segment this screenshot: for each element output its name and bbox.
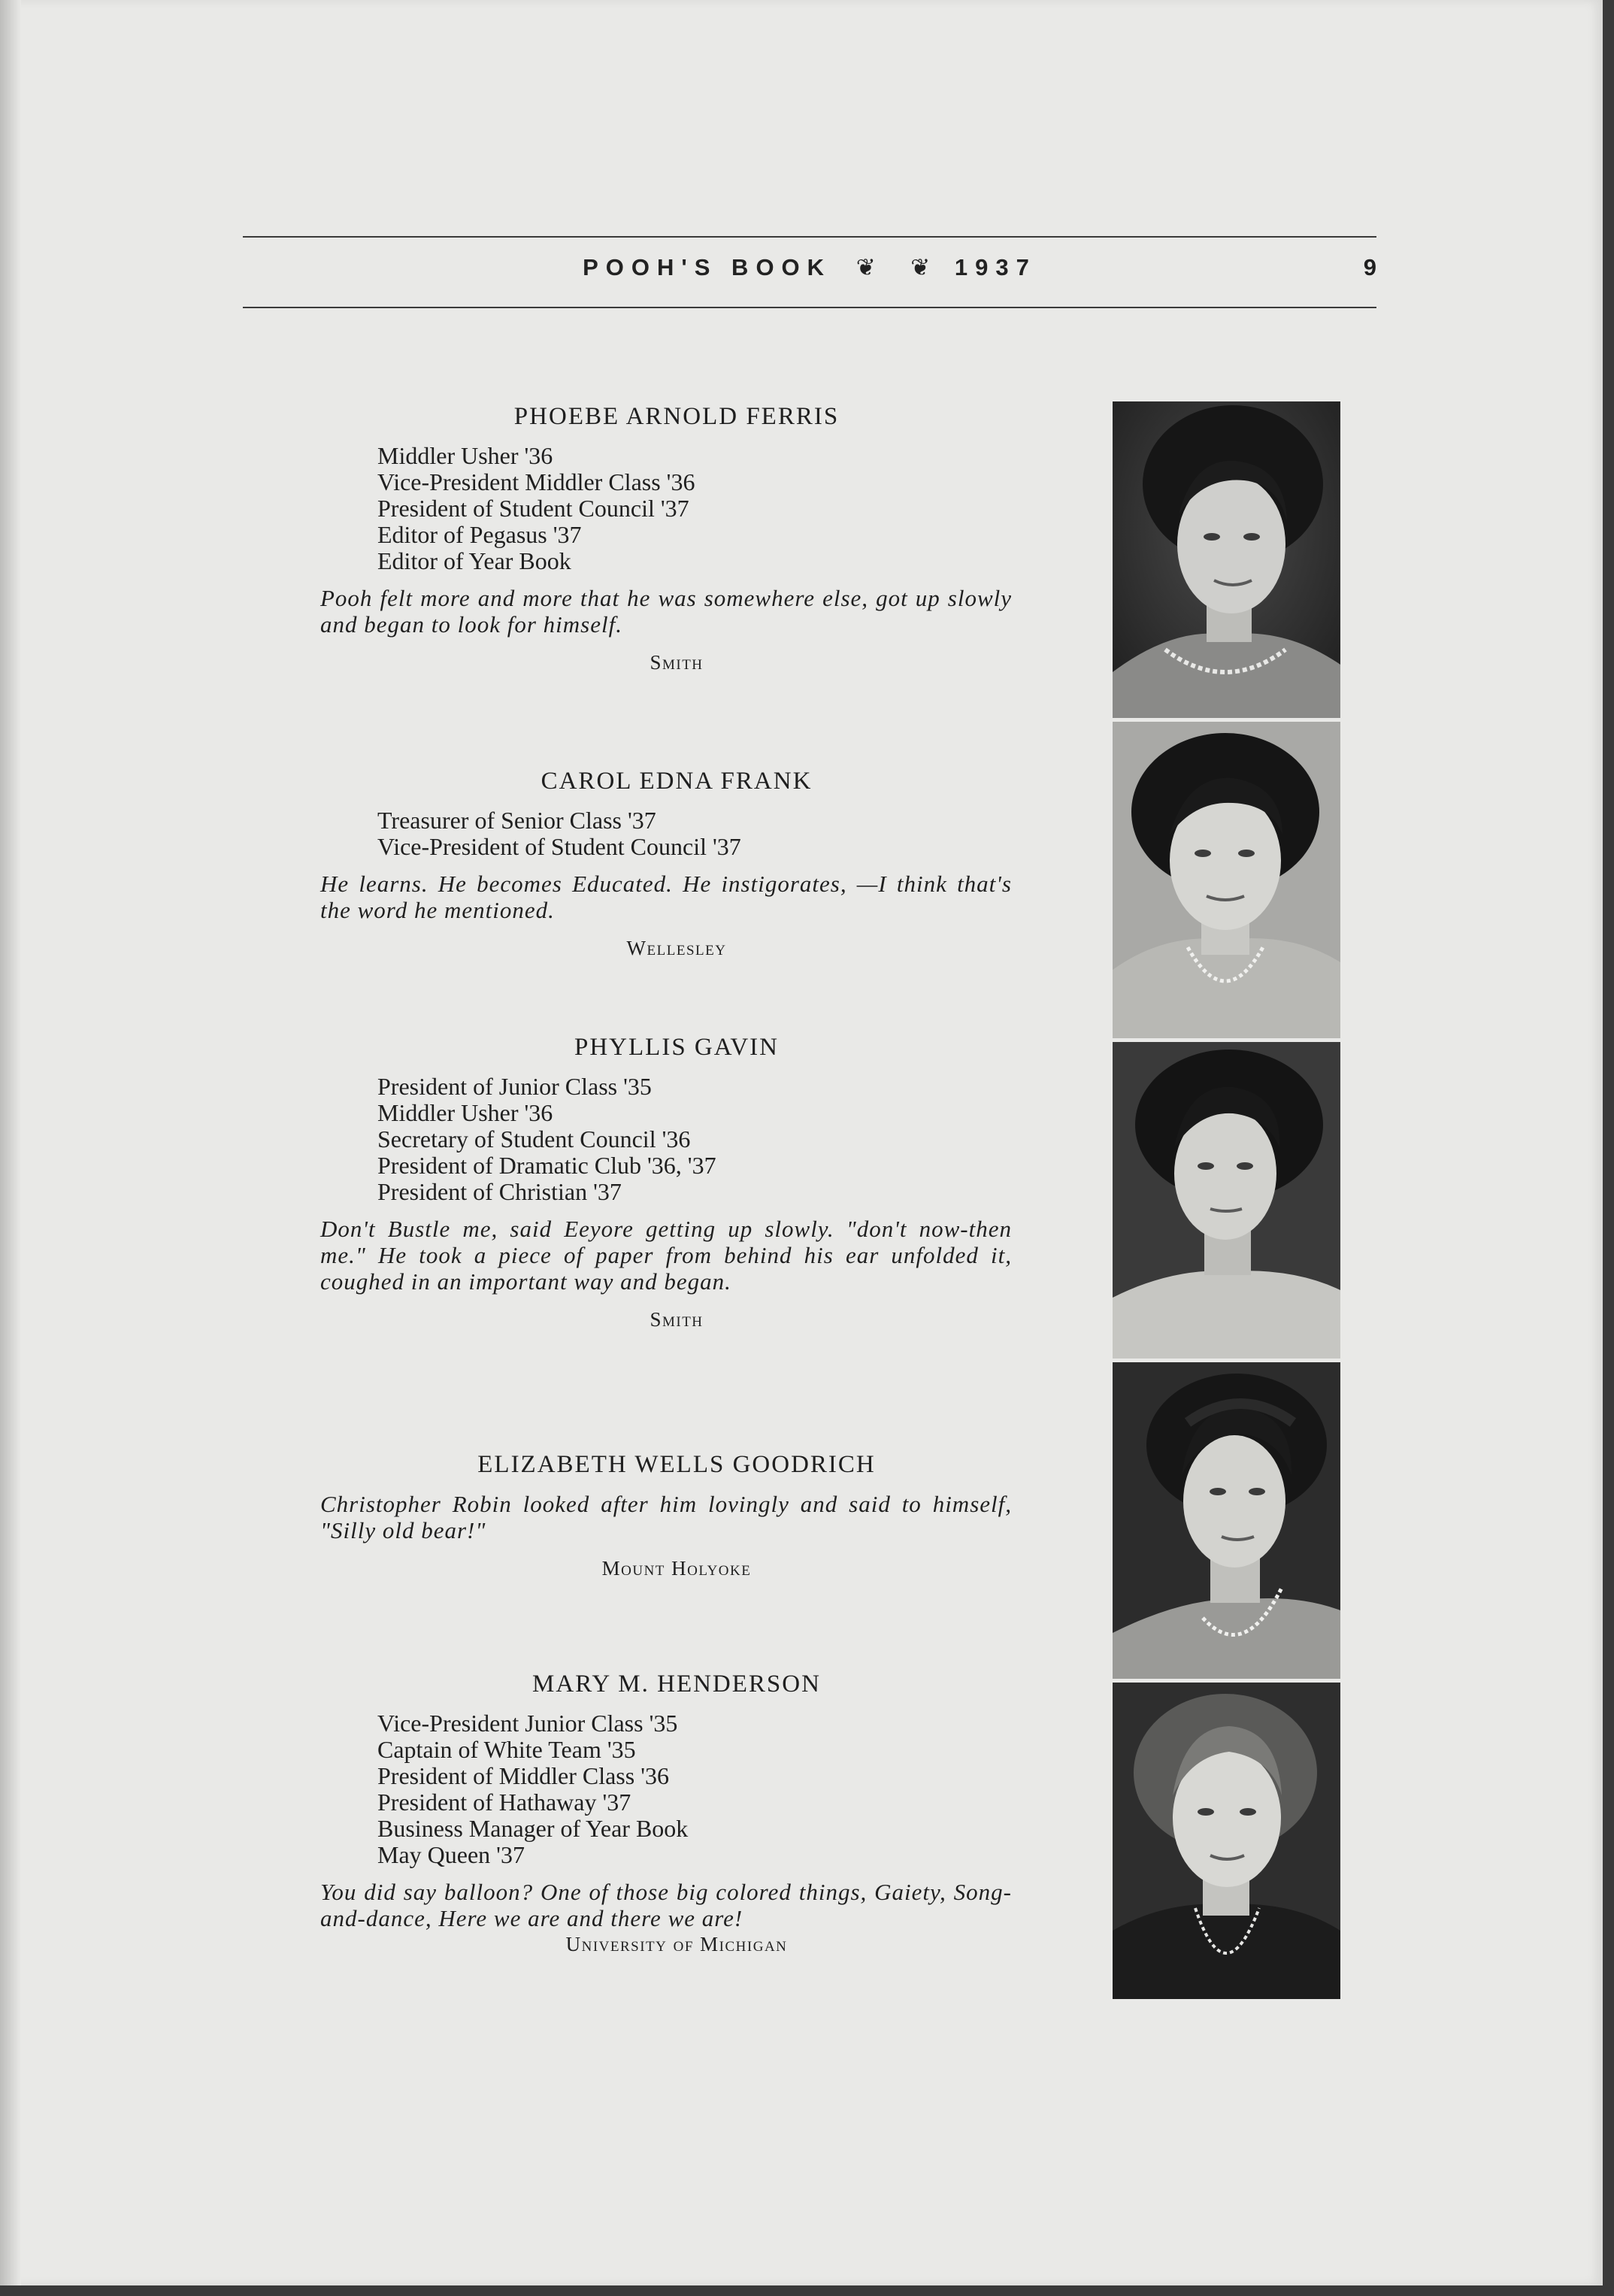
running-head bbox=[243, 254, 1376, 290]
page-number: 9 bbox=[1363, 254, 1376, 280]
office-list bbox=[377, 1710, 1007, 1868]
entry-henderson bbox=[316, 1671, 1012, 1956]
ornament-left-icon: ❦ bbox=[855, 254, 876, 280]
office-item: President of Hathaway '37 bbox=[377, 1789, 631, 1816]
running-head-title bbox=[243, 254, 1376, 281]
office-list bbox=[377, 443, 1007, 574]
student-name: PHYLLIS GAVIN bbox=[574, 1034, 779, 1061]
office-item: Vice-President Junior Class '35 bbox=[377, 1710, 678, 1737]
office-item: Treasurer of Senior Class '37 bbox=[377, 807, 656, 834]
ornament-right-icon: ❦ bbox=[910, 254, 931, 280]
office-list bbox=[377, 807, 1007, 860]
entry-ferris bbox=[316, 403, 1012, 674]
office-item: Business Manager of Year Book bbox=[377, 1815, 689, 1842]
pooh-quote: Pooh felt more and more that he was somewhere else, got up slowly and began to look for himself. bbox=[320, 585, 1012, 638]
portrait-photo-henderson bbox=[1113, 1683, 1340, 2003]
office-item: Editor of Year Book bbox=[377, 547, 571, 574]
pooh-quote: He learns. He becomes Educated. He instigorates, —I think that's the word he mentioned. bbox=[320, 871, 1012, 923]
student-name: ELIZABETH WELLS GOODRICH bbox=[477, 1451, 876, 1478]
office-item: Vice-President of Student Council '37 bbox=[377, 833, 741, 860]
college-name: University of Michigan bbox=[565, 1933, 788, 1955]
pooh-quote: Christopher Robin looked after him lovingly and said to himself, "Silly old bear!" bbox=[320, 1491, 1012, 1543]
pooh-quote: Don't Bustle me, said Eeyore getting up slowly. "don't now-then me." He took a piece of paper from behind his ear unfolded it, coughed in an important way and began. bbox=[320, 1216, 1012, 1295]
office-item: President of Dramatic Club '36, '37 bbox=[377, 1152, 716, 1179]
portrait-photo-gavin bbox=[1113, 1042, 1340, 1362]
office-item: Middler Usher '36 bbox=[377, 1099, 553, 1126]
entry-goodrich bbox=[316, 1451, 1012, 1580]
office-item: President of Student Council '37 bbox=[377, 495, 689, 522]
header-rule-bottom bbox=[243, 307, 1376, 308]
portrait-photo-ferris bbox=[1113, 401, 1340, 722]
office-item: President of Christian '37 bbox=[377, 1178, 622, 1205]
entry-frank bbox=[316, 768, 1012, 960]
office-item: May Queen '37 bbox=[377, 1841, 525, 1868]
book-year: 1937 bbox=[954, 254, 1037, 280]
college-name: Wellesley bbox=[626, 937, 727, 959]
entry-gavin bbox=[316, 1034, 1012, 1331]
office-list bbox=[377, 1074, 1007, 1205]
college-name: Smith bbox=[650, 651, 704, 674]
portrait-photo-frank bbox=[1113, 722, 1340, 1042]
book-title: POOH'S BOOK bbox=[583, 254, 832, 280]
student-name: PHOEBE ARNOLD FERRIS bbox=[513, 403, 840, 430]
portrait-column bbox=[1113, 401, 1340, 2003]
portrait-photo-goodrich bbox=[1113, 1362, 1340, 1683]
college-name: Smith bbox=[650, 1308, 704, 1331]
office-item: Captain of White Team '35 bbox=[377, 1736, 636, 1763]
office-item: President of Middler Class '36 bbox=[377, 1762, 669, 1789]
office-item: Middler Usher '36 bbox=[377, 442, 553, 469]
college-name: Mount Holyoke bbox=[601, 1557, 752, 1580]
office-item: President of Junior Class '35 bbox=[377, 1073, 652, 1100]
pooh-quote: You did say balloon? One of those big colored things, Gaiety, Song-and-dance, Here we are and there we are! bbox=[320, 1879, 1012, 1931]
student-name: MARY M. HENDERSON bbox=[532, 1671, 821, 1698]
office-item: Editor of Pegasus '37 bbox=[377, 521, 582, 548]
header-rule-top bbox=[243, 236, 1376, 238]
office-item: Secretary of Student Council '36 bbox=[377, 1125, 691, 1153]
office-item: Vice-President Middler Class '36 bbox=[377, 468, 695, 495]
page-spine-shadow bbox=[0, 0, 21, 2285]
student-name: CAROL EDNA FRANK bbox=[541, 768, 813, 795]
